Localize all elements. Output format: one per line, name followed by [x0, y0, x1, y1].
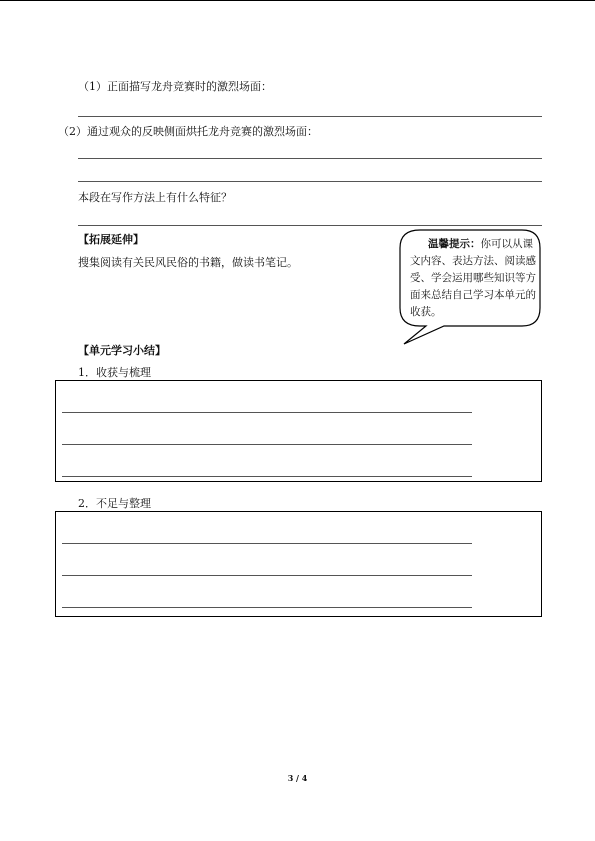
shortcomings-line-3[interactable]: [62, 607, 472, 608]
top-border: [0, 0, 595, 1]
page-number: 3 / 4: [287, 773, 308, 783]
summary-heading: 【单元学习小结】: [78, 344, 166, 357]
tip-text: [410, 236, 540, 321]
extension-body: 搜集阅读有关民风民俗的书籍，做读书笔记。: [78, 256, 298, 269]
shortcomings-answer-box[interactable]: [55, 511, 542, 617]
gains-line-2[interactable]: [62, 444, 472, 445]
answer-line-q2-a[interactable]: [78, 158, 542, 159]
answer-line-q2-b[interactable]: [78, 181, 542, 182]
tip-body: 你可以从课文内容、表达方法、阅读感受、学会运用哪些知识等方面来总结自己学习本单元的收获。: [410, 238, 536, 318]
gains-line-3[interactable]: [62, 476, 472, 477]
answer-line-q1[interactable]: [78, 116, 542, 117]
summary-item-1-label: 1．收获与梳理: [78, 366, 151, 379]
question-1-label: （1）正面描写龙舟竞赛时的激烈场面：: [78, 80, 272, 93]
extension-heading: 【拓展延伸】: [78, 233, 144, 246]
shortcomings-line-1[interactable]: [62, 543, 472, 544]
question-2-label: （2）通过观众的反映侧面烘托龙舟竞赛的激烈场面：: [58, 125, 318, 138]
answer-line-q3[interactable]: [78, 225, 542, 226]
tip-label: 温馨提示：: [428, 238, 481, 250]
gains-answer-box[interactable]: [55, 380, 542, 482]
gains-line-1[interactable]: [62, 412, 472, 413]
question-3-label: 本段在写作方法上有什么特征？: [78, 191, 232, 204]
shortcomings-line-2[interactable]: [62, 575, 472, 576]
summary-item-2-label: 2．不足与整理: [78, 497, 151, 510]
